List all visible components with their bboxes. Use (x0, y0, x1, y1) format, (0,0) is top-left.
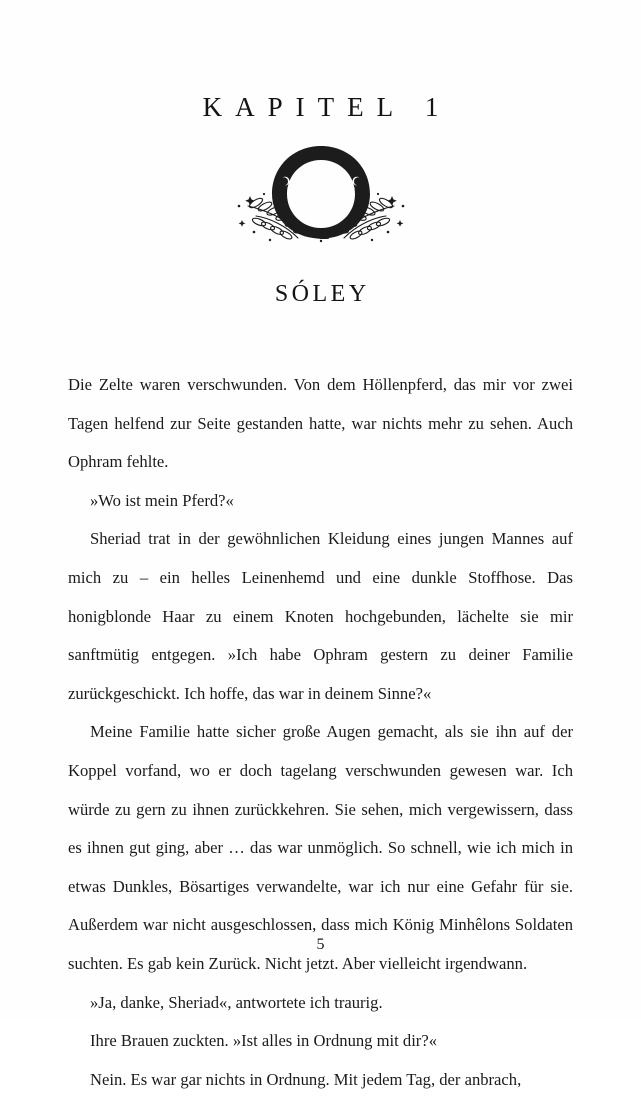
body-text (68, 366, 573, 1099)
paragraph: »Ja, danke, Sheriad«, antwortete ich traurig. (90, 992, 383, 1012)
chapter-heading: KAPITEL 1 (202, 92, 452, 122)
paragraph: Sheriad trat in der gewöhnlichen Kleidung eines jungen Mannes auf mich zu – ein helles Leinenhemd und eine dunkle Stoffhose. Das honigblonde Haar zu einem Knoten hochgebunden, lächelte sie mir sanftmütig entgegen. »Ich habe Ophram gestern zu deiner Familie zurückgeschickt. Ich hoffe, das war in deinem Sinne?« (68, 529, 573, 703)
paragraph: Ihre Brauen zuckten. »Ist alles in Ordnung mit dir?« (90, 1031, 437, 1051)
crescent-moon-icon (272, 146, 370, 239)
paragraph: Nein. Es war gar nichts in Ordnung. Mit jedem Tag, der anbrach, (90, 1069, 522, 1089)
section-title: SÓLEY (274, 281, 370, 307)
paragraph: Meine Familie hatte sicher große Augen gemacht, als sie ihn auf der Koppel vorfand, wo er doch tagelang verschwunden gewesen war. Ich würde zu gern zu ihnen zurückkehren. Sie sehen, mich vergewissern, dass es ihnen gut ging, aber … das war unmöglich. So schnell, wie ich mich in etwas Dunkles, Bösartiges verwandelte, war ich nur eine Gefahr für sie. Außerdem war nicht ausgeschlossen, dass mich König Minhêlons Soldaten suchten. Es gab kein Zurück. Nicht jetzt. Aber vielleicht irgendwann. (68, 722, 573, 973)
paragraph: »Wo ist mein Pferd?« (90, 490, 234, 510)
paragraph: Die Zelte waren verschwunden. Von dem Höllenpferd, das mir vor zwei Tagen helfend zur Seite gestanden hatte, war nichts mehr zu sehen. Auch Ophram fehlte. (68, 375, 573, 472)
page-number: 5 (316, 936, 325, 953)
chapter-ornament (226, 144, 416, 244)
